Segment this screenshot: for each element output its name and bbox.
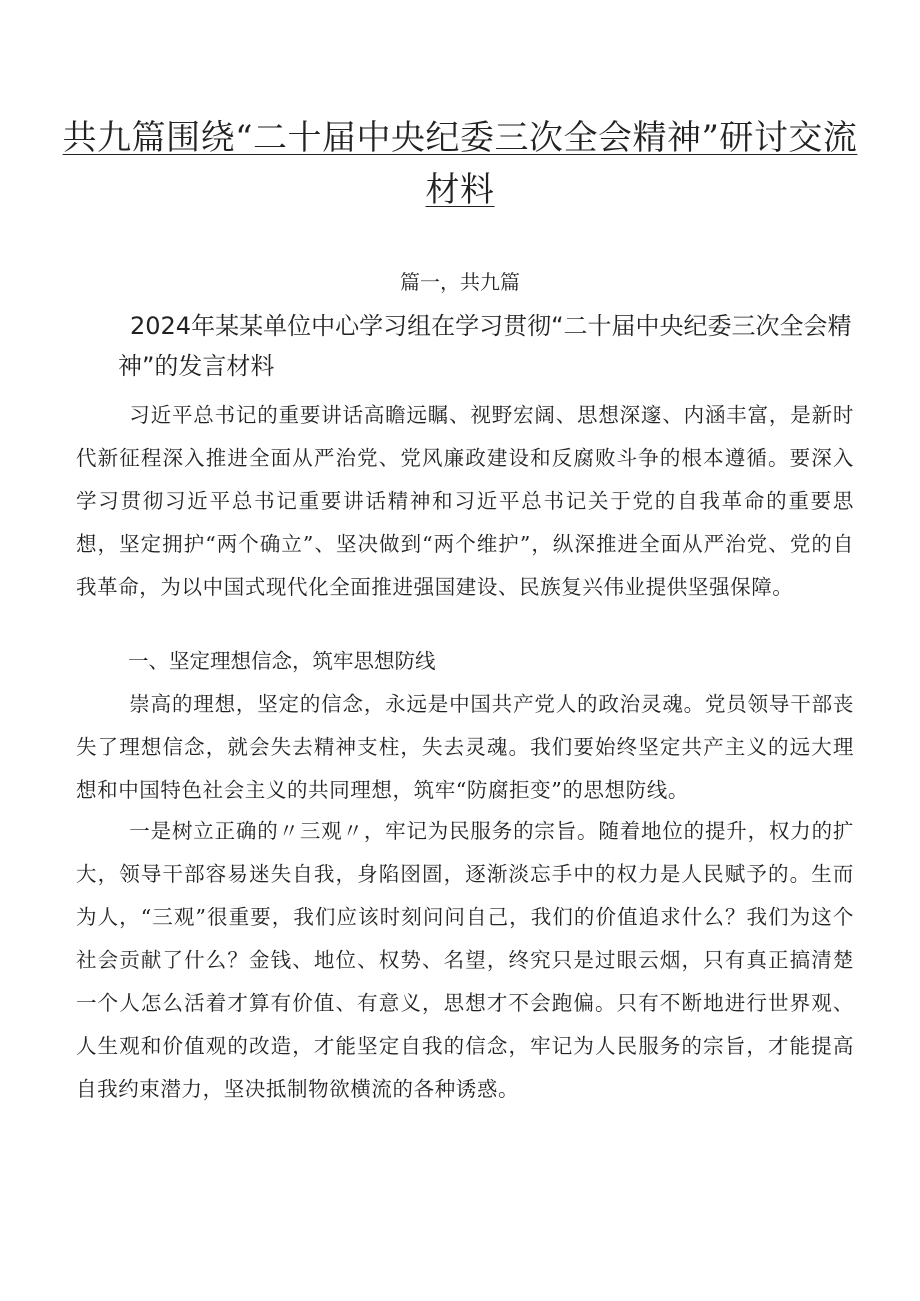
part-label: 篇一，共九篇 xyxy=(400,270,520,294)
ideals-paragraph: 崇高的理想，坚定的信念，永远是中国共产党人的政治灵魂。党员领导干部丧失了理想信念，就会失去精神支柱，失去灵魂。我们要始终坚定共产主义的远大理想和中国特色社会主义的共同理想，筑牢“防腐拒变”的思想防线。 xyxy=(76,692,854,802)
speech-title: 2024年某某单位中心学习组在学习贯彻“二十届中央纪委三次全会精神”的发言材料 xyxy=(118,312,852,380)
intro-paragraph: 习近平总书记的重要讲话高瞻远瞩、视野宏阔、思想深邃、内涵丰富，是新时代新征程深入推进全面从严治党、党风廉政建设和反腐败斗争的根本遵循。要深入学习贯彻习近平总书记重要讲话精神和习近平总书记关于党的自我革命的重要思想，坚定拥护“两个确立”、坚决做到“两个维护”，纵深推进全面从严治党、党的自我革命，为以中国式现代化全面推进强国建设、民族复兴伟业提供坚强保障。 xyxy=(76,403,854,599)
document-title: 共九篇围绕“二十届中央纪委三次全会精神”研讨交流材料 xyxy=(62,118,858,210)
section-heading: 一、坚定理想信念，筑牢思想防线 xyxy=(128,649,436,673)
three-views-paragraph: 一是树立正确的〃三观〃，牢记为民服务的宗旨。随着地位的提升，权力的扩大，领导干部容易迷失自我，身陷囹圄，逐渐淡忘手中的权力是人民赋予的。生而为人，“三观”很重要，我们应该时刻问问自己，我们的价值追求什么？我们为这个社会贡献了什么？金钱、地位、权势、名望，终究只是过眼云烟，只有真正搞清楚一个人怎么活着才算有价值、有意义，思想才不会跑偏。只有不断地进行世界观、人生观和价值观的改造，才能坚定自我的信念，牢记为人民服务的宗旨，才能提高自我约束潜力，坚决抵制物欲横流的各种诱惑。 xyxy=(76,819,854,1101)
